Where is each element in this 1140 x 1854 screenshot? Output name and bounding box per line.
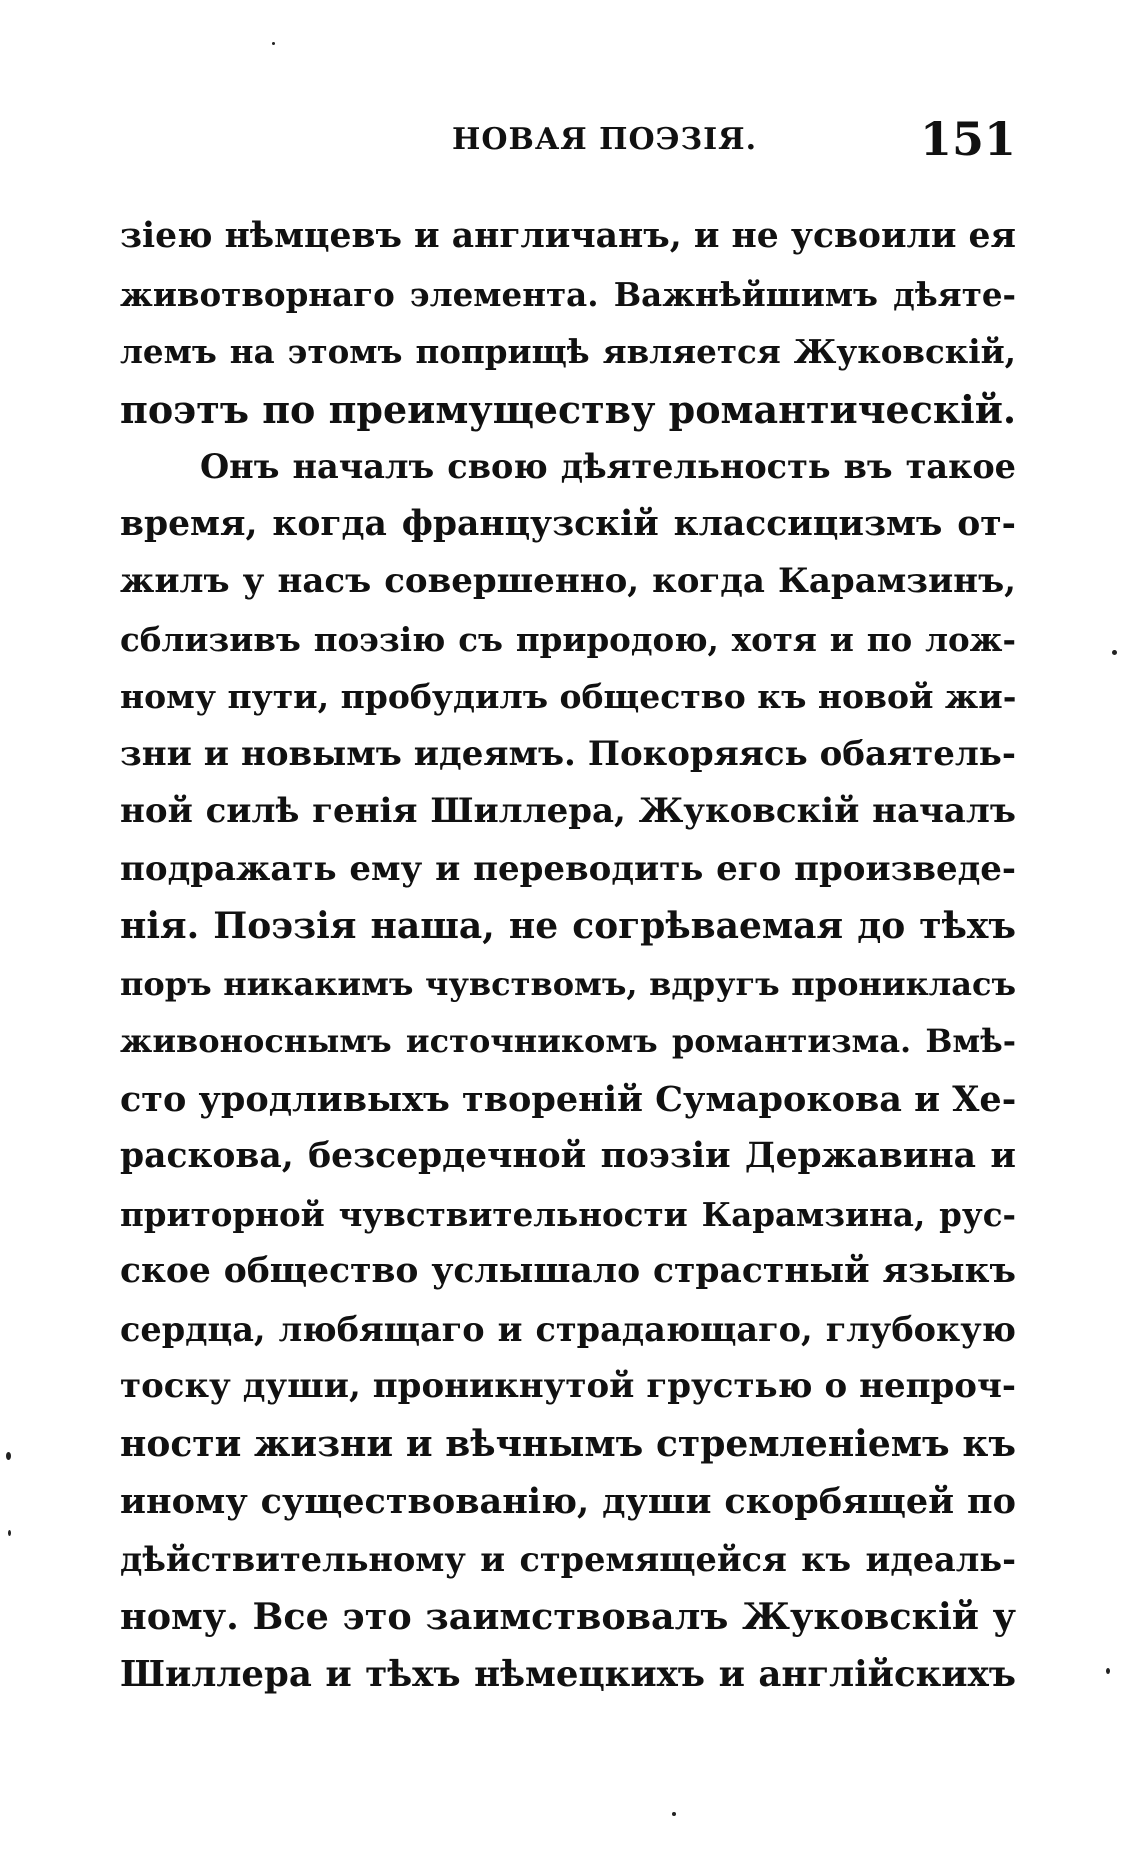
text-line: дѣйствительному и стремящейся къ идеаль- [120, 1539, 1016, 1579]
text-line: тоску души, проникнутой грустью о непроч- [120, 1366, 1016, 1406]
text-line: жилъ у насъ совершенно, когда Карамзинъ, [120, 561, 1016, 601]
text-line: ское общество услышало страстный языкъ [120, 1251, 1016, 1291]
running-head [120, 112, 1016, 172]
body-text [120, 208, 1016, 1703]
text-line: нія. Поэзія наша, не согрѣваемая до тѣхъ [120, 905, 1016, 947]
running-title: НОВАЯ ПОЭЗІЯ. [452, 122, 758, 157]
text-line: зіею нѣмцевъ и англичанъ, и не усвоили ея [120, 216, 1016, 256]
text-line: ности жизни и вѣчнымъ стремленіемъ къ [120, 1422, 1016, 1465]
text-line: ному. Все это заимствовалъ Жуковскій у [120, 1595, 1016, 1638]
text-line: живоноснымъ источникомъ романтизма. Вмѣ- [120, 1022, 1016, 1060]
text-line: иному существованію, души скорбящей по [120, 1481, 1016, 1522]
text-line: лемъ на этомъ поприщѣ является Жуковскій, [120, 332, 1016, 371]
page-number: 151 [919, 112, 1016, 166]
text-line: раскова, безсердечной поэзіи Державина и [120, 1136, 1016, 1176]
text-line: сто уродливыхъ твореній Сумарокова и Хе- [120, 1078, 1017, 1120]
text-line: сблизивъ поэзію съ природою, хотя и по лож- [120, 619, 1016, 659]
text-line: сердца, любящаго и страдающаго, глубокую [120, 1309, 1016, 1349]
text-line: Шиллера и тѣхъ нѣмецкихъ и англійскихъ [120, 1653, 1016, 1695]
text-line: поэтъ по преимуществу романтическій. [120, 386, 1017, 432]
text-line: время, когда французскій классицизмъ от- [120, 503, 1016, 544]
scan-speck [672, 1812, 676, 1816]
scan-speck [6, 1452, 11, 1460]
text-line: животворнаго элемента. Важнѣйшимъ дѣяте- [120, 274, 1016, 314]
scan-speck [8, 1530, 11, 1536]
text-line: подражать ему и переводить его произведе- [120, 848, 1016, 889]
text-line: ной силѣ генія Шиллера, Жуковскій началъ [120, 791, 1016, 831]
text-line: Онъ началъ свою дѣятельность въ такое [200, 447, 1016, 486]
text-line: поръ никакимъ чувствомъ, вдругъ проникласъ [120, 964, 1016, 1003]
text-line: зни и новымъ идеямъ. Покоряясь обаятель- [120, 733, 1016, 774]
scan-speck [1106, 1668, 1110, 1674]
text-line: приторной чувствительности Карамзина, рус- [120, 1194, 1016, 1234]
scan-speck [1112, 650, 1117, 655]
text-line: ному пути, пробудилъ общество къ новой жи- [120, 677, 1017, 716]
scan-speck [272, 42, 275, 45]
